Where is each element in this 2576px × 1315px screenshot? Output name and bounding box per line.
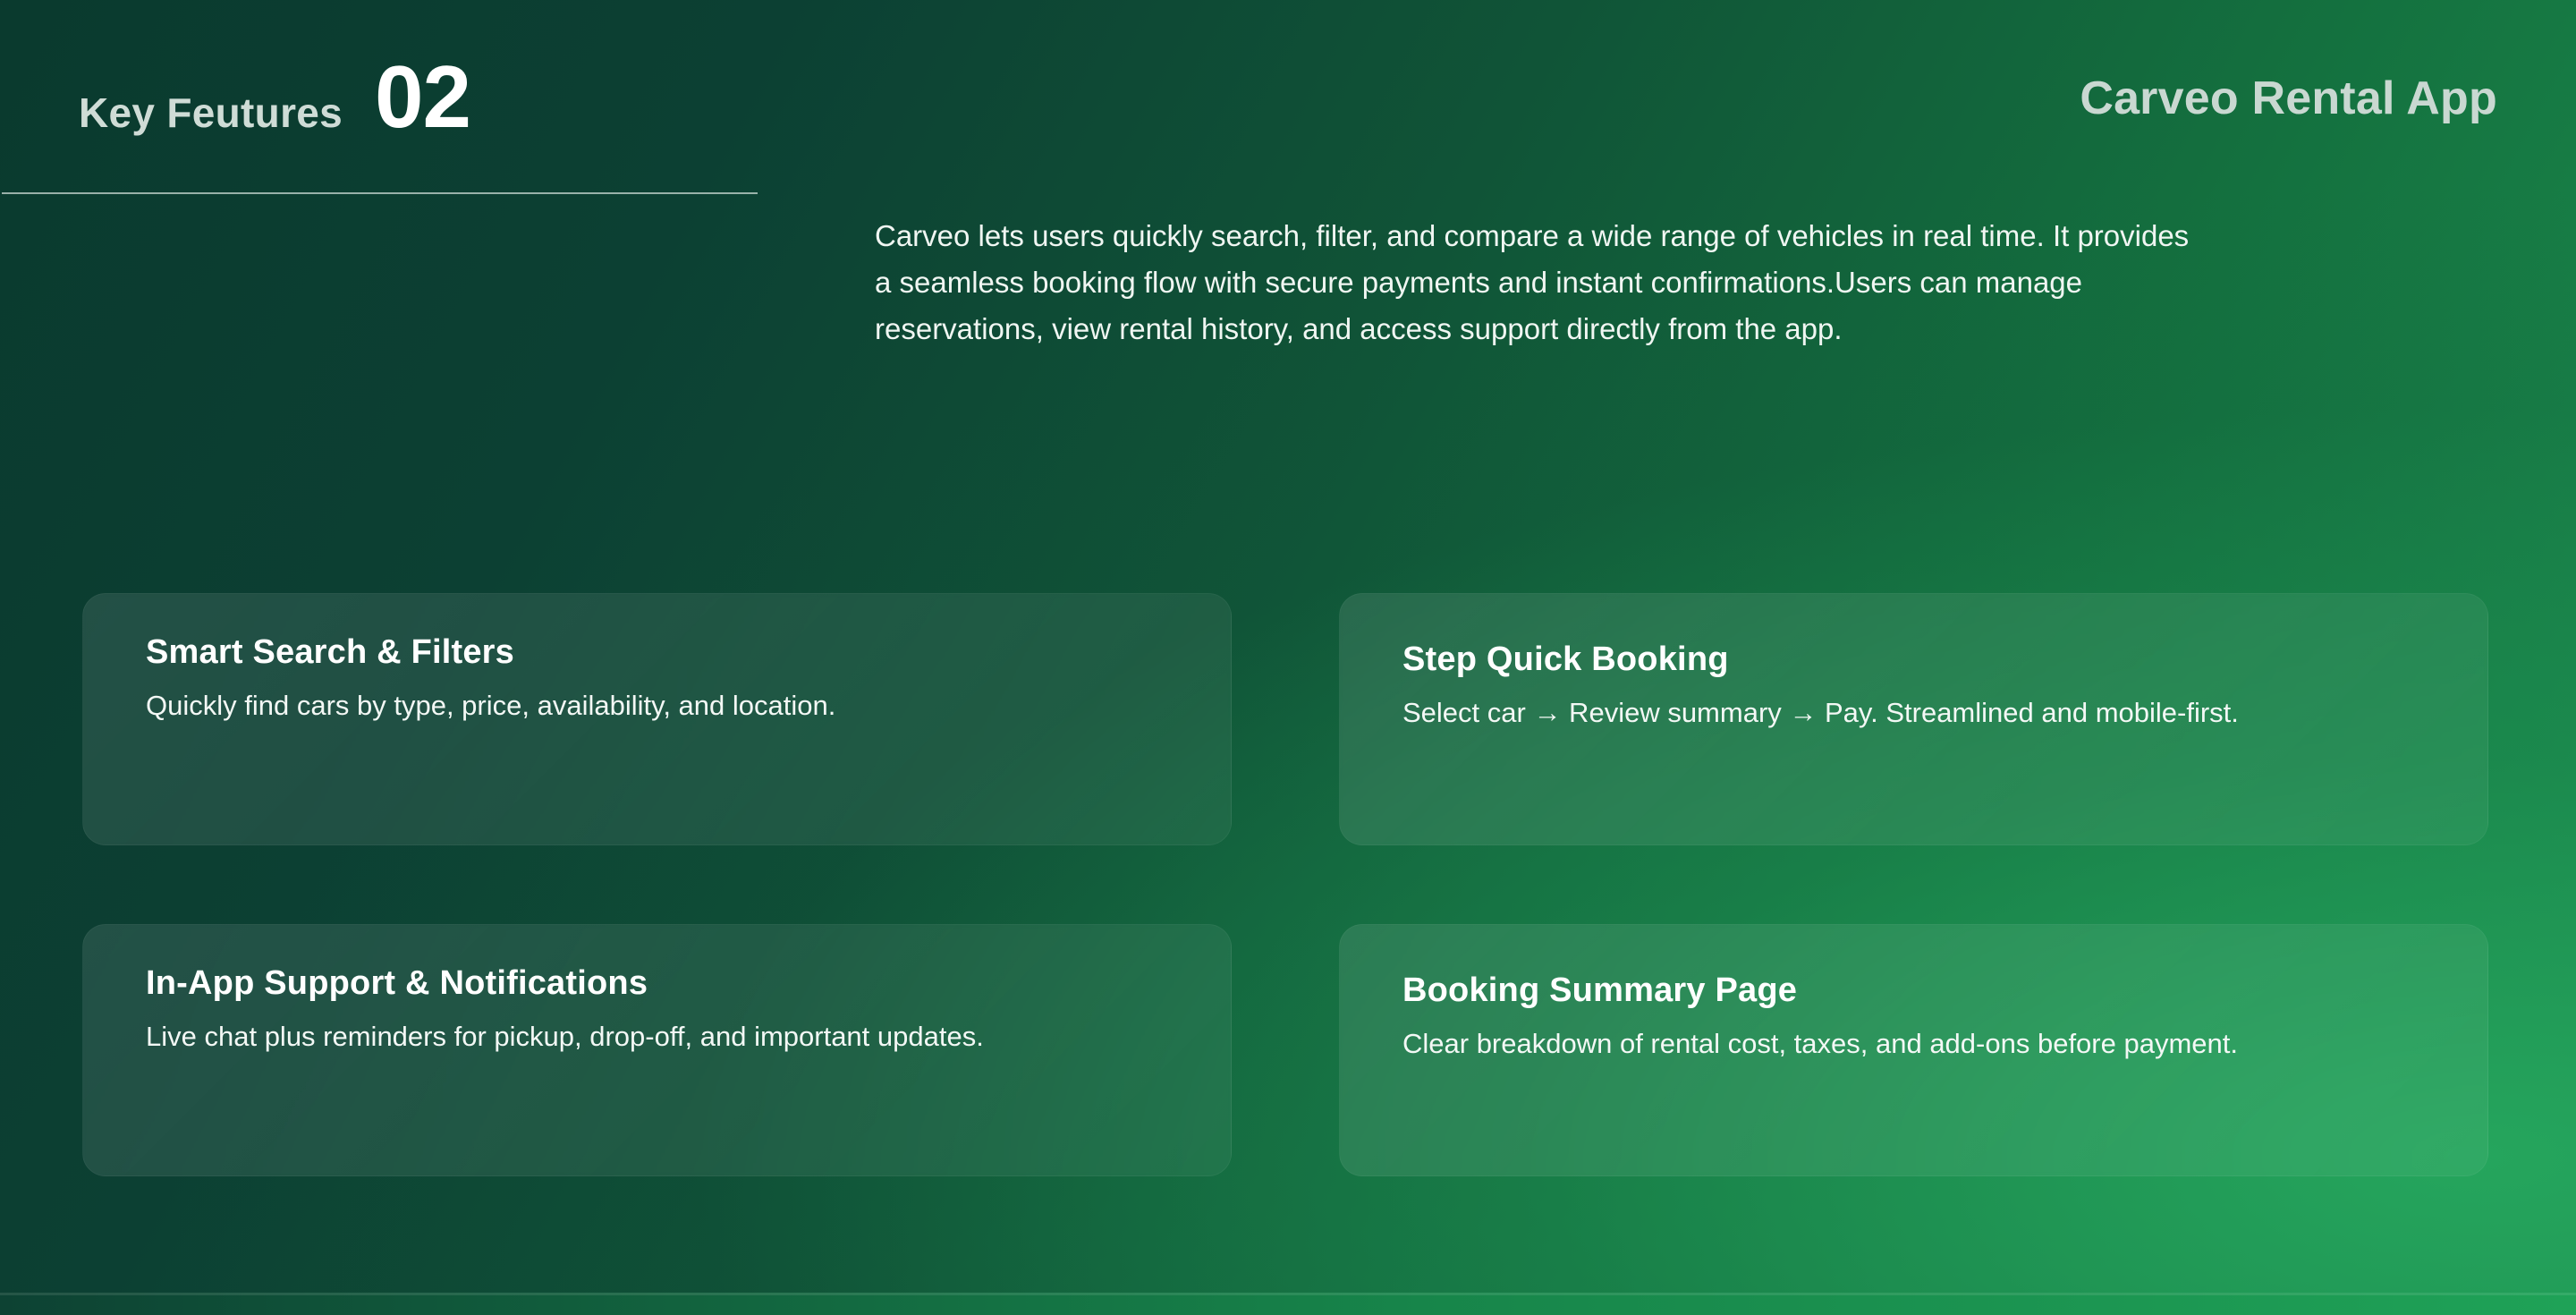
feature-card [82,593,1232,845]
section-heading-group [79,47,471,146]
feature-card-grid [82,593,2488,1176]
feature-card-description: Live chat plus reminders for pickup, drop-off, and important updates. [146,1021,984,1052]
feature-card-description: Quickly find cars by type, price, availability, and location. [146,690,836,721]
feature-card [1339,593,2488,845]
feature-card-title: Smart Search & Filters [146,633,515,671]
section-kicker: Key Feutures [79,89,343,136]
feature-card [82,924,1232,1176]
slide-header [79,47,2497,163]
feature-card-title: Step Quick Booking [1402,641,1729,678]
app-title: Carveo Rental App [2080,72,2497,124]
section-number: 02 [375,47,471,146]
intro-paragraph: Carveo lets users quickly search, filter, and compare a wide range of vehicles in real time. It provides a seamless booking flow with secure payments and instant confirmations.Users can manage reservations, view rental history, and access support directly from the app. [875,219,2190,346]
feature-card-title: Booking Summary Page [1402,971,1798,1009]
feature-card-description: Clear breakdown of rental cost, taxes, and add-ons before payment. [1402,1028,2238,1059]
header-divider [2,192,758,194]
feature-card-description: Select car → Review summary → Pay. Streamlined and mobile-first. [1402,697,2239,728]
feature-card [1339,924,2488,1176]
feature-card-title: In-App Support & Notifications [146,964,648,1002]
